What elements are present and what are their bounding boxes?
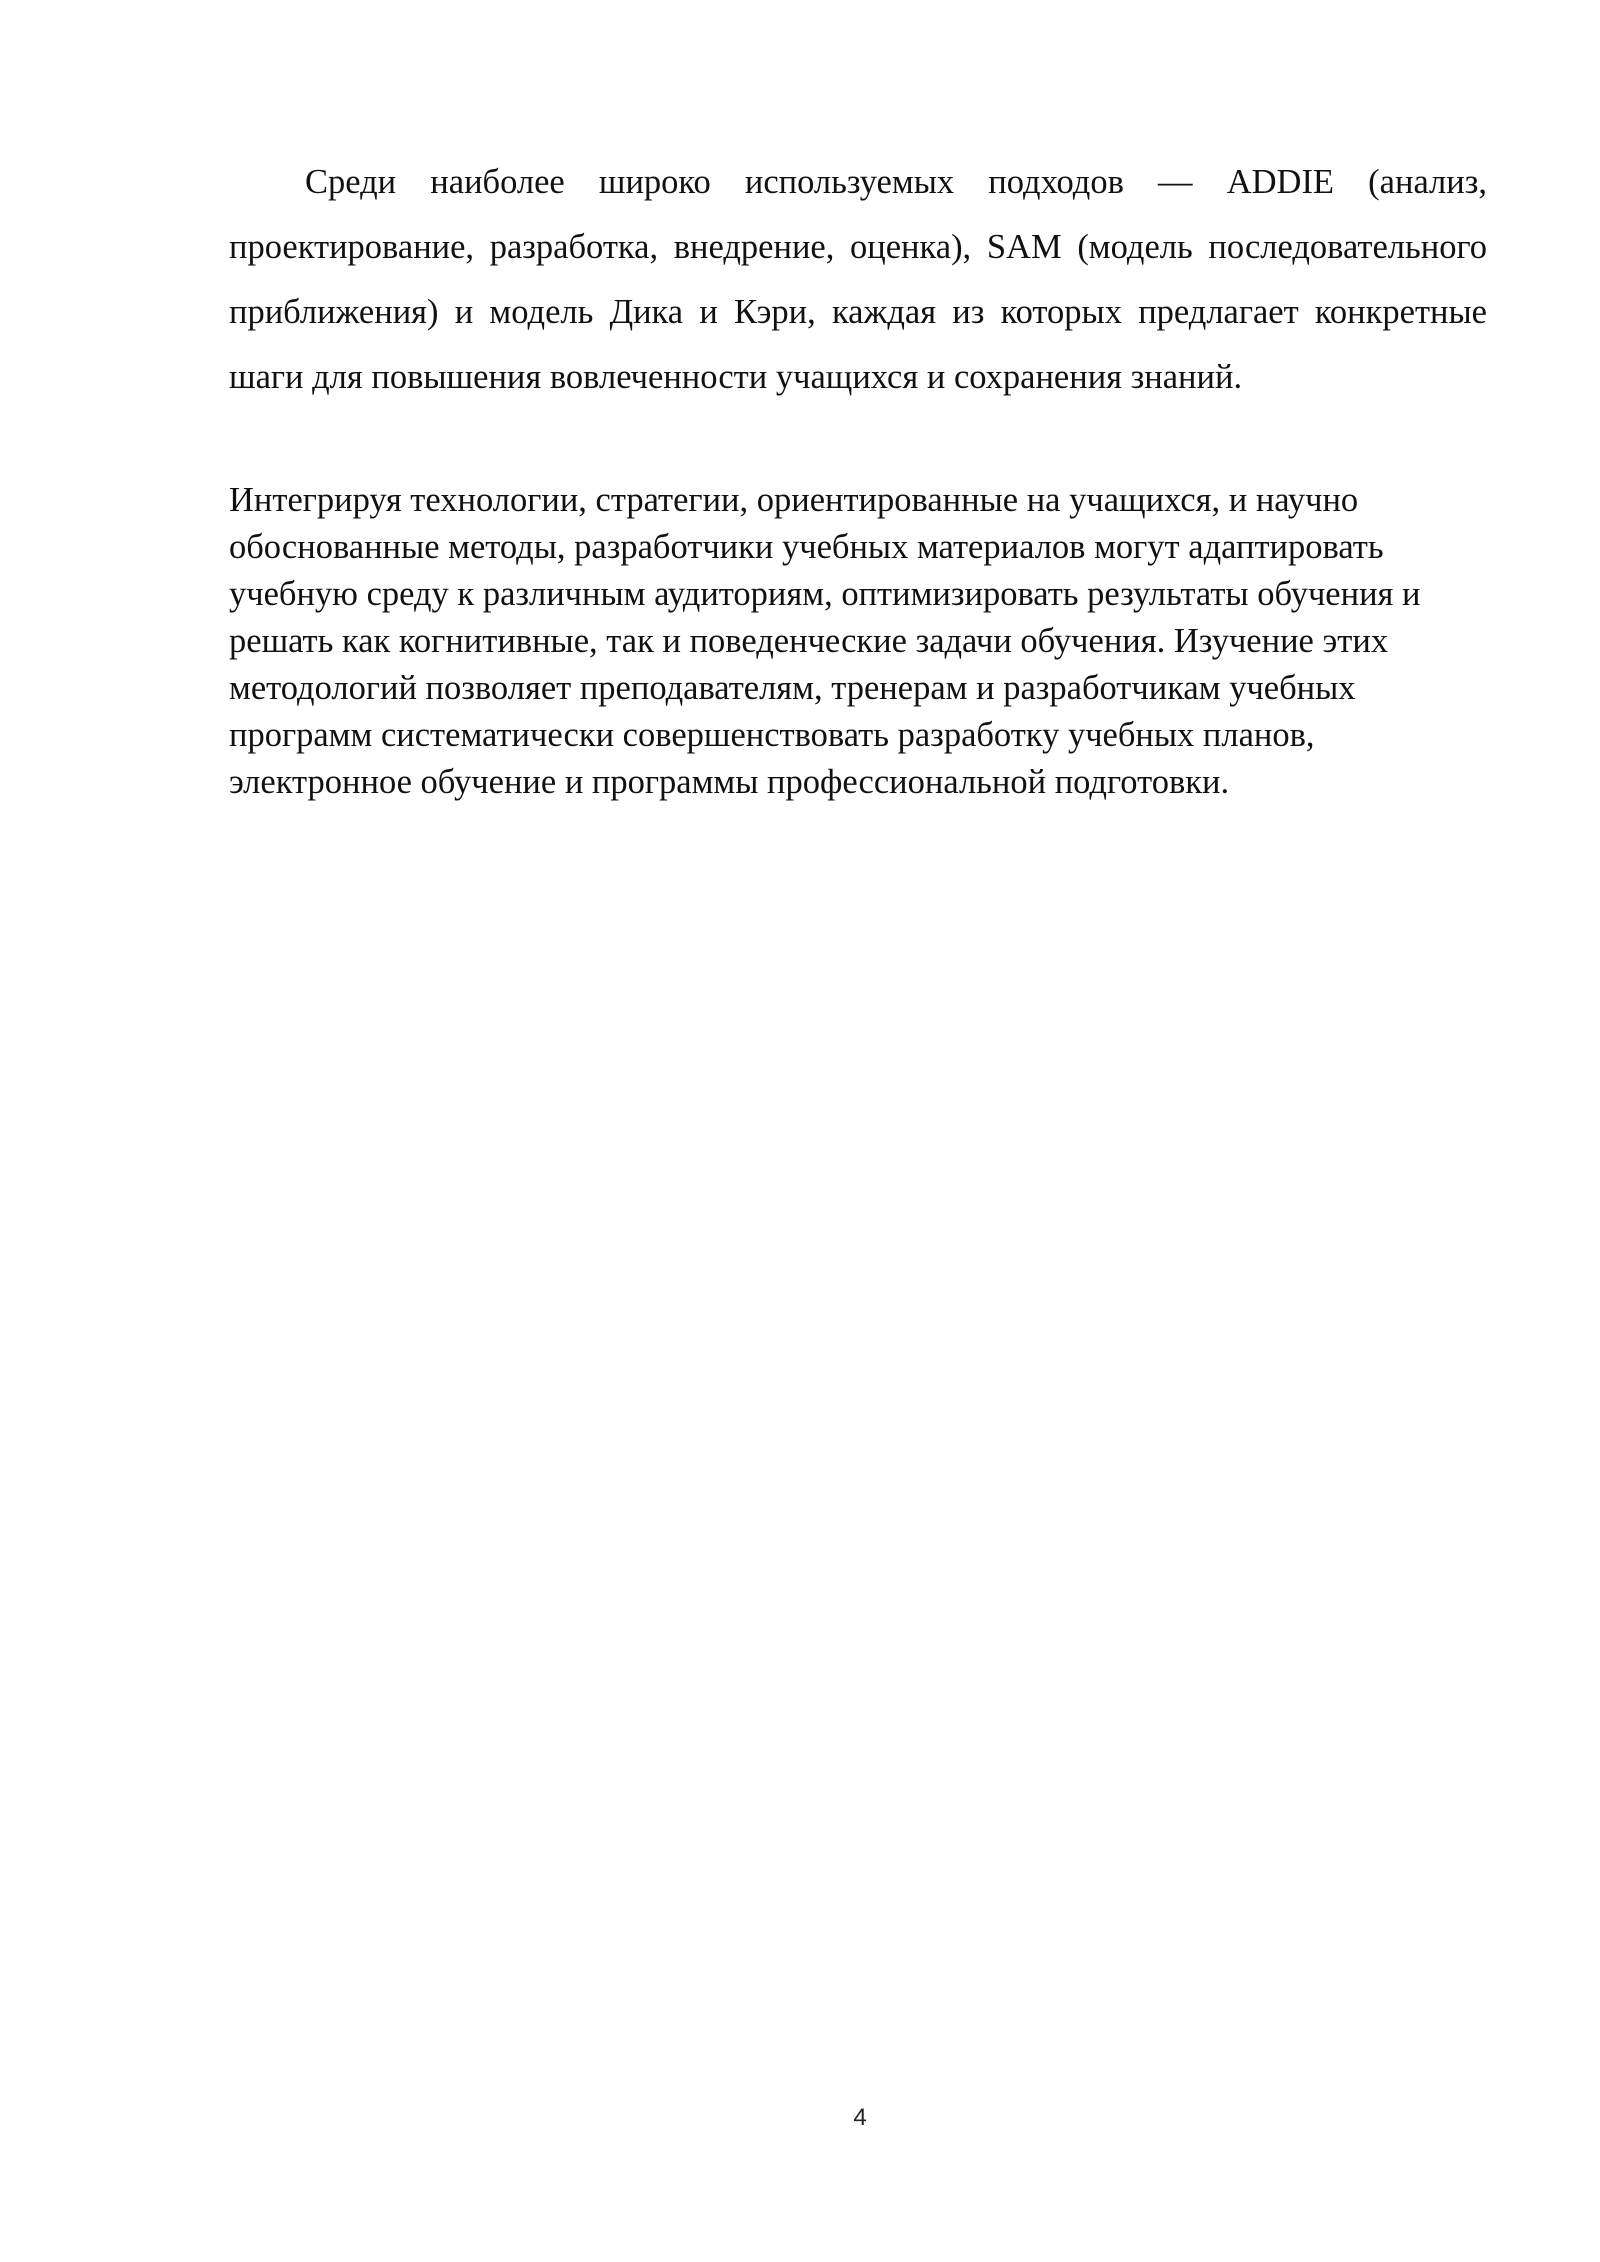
page-number: 4 — [853, 2104, 867, 2131]
body-paragraph-integration: Интегрируя технологии, стратегии, ориентированные на учащихся, и научно обоснованные методы, разработчики учебных материалов могут адаптировать учебную среду к различным аудиториям, оптимизировать результаты обучения и решать как когнитивные, так и поведенческие задачи обучения. Изучение этих методологий позволяет преподавателям, тренерам и разработчикам учебных программ систематически совершенствовать разработку учебных планов, электронное обучение и программы профессиональной подготовки. — [229, 481, 1421, 801]
body-paragraph-approaches: Среди наиболее широко используемых подходов — ADDIE (анализ, проектирование, разработка, внедрение, оценка), SAM (модель последовательного приближения) и модель Дика и Кэри, каждая из которых предлагает конкретные шаги для повышения вовлеченности учащихся и сохранения знаний. — [229, 163, 1487, 396]
